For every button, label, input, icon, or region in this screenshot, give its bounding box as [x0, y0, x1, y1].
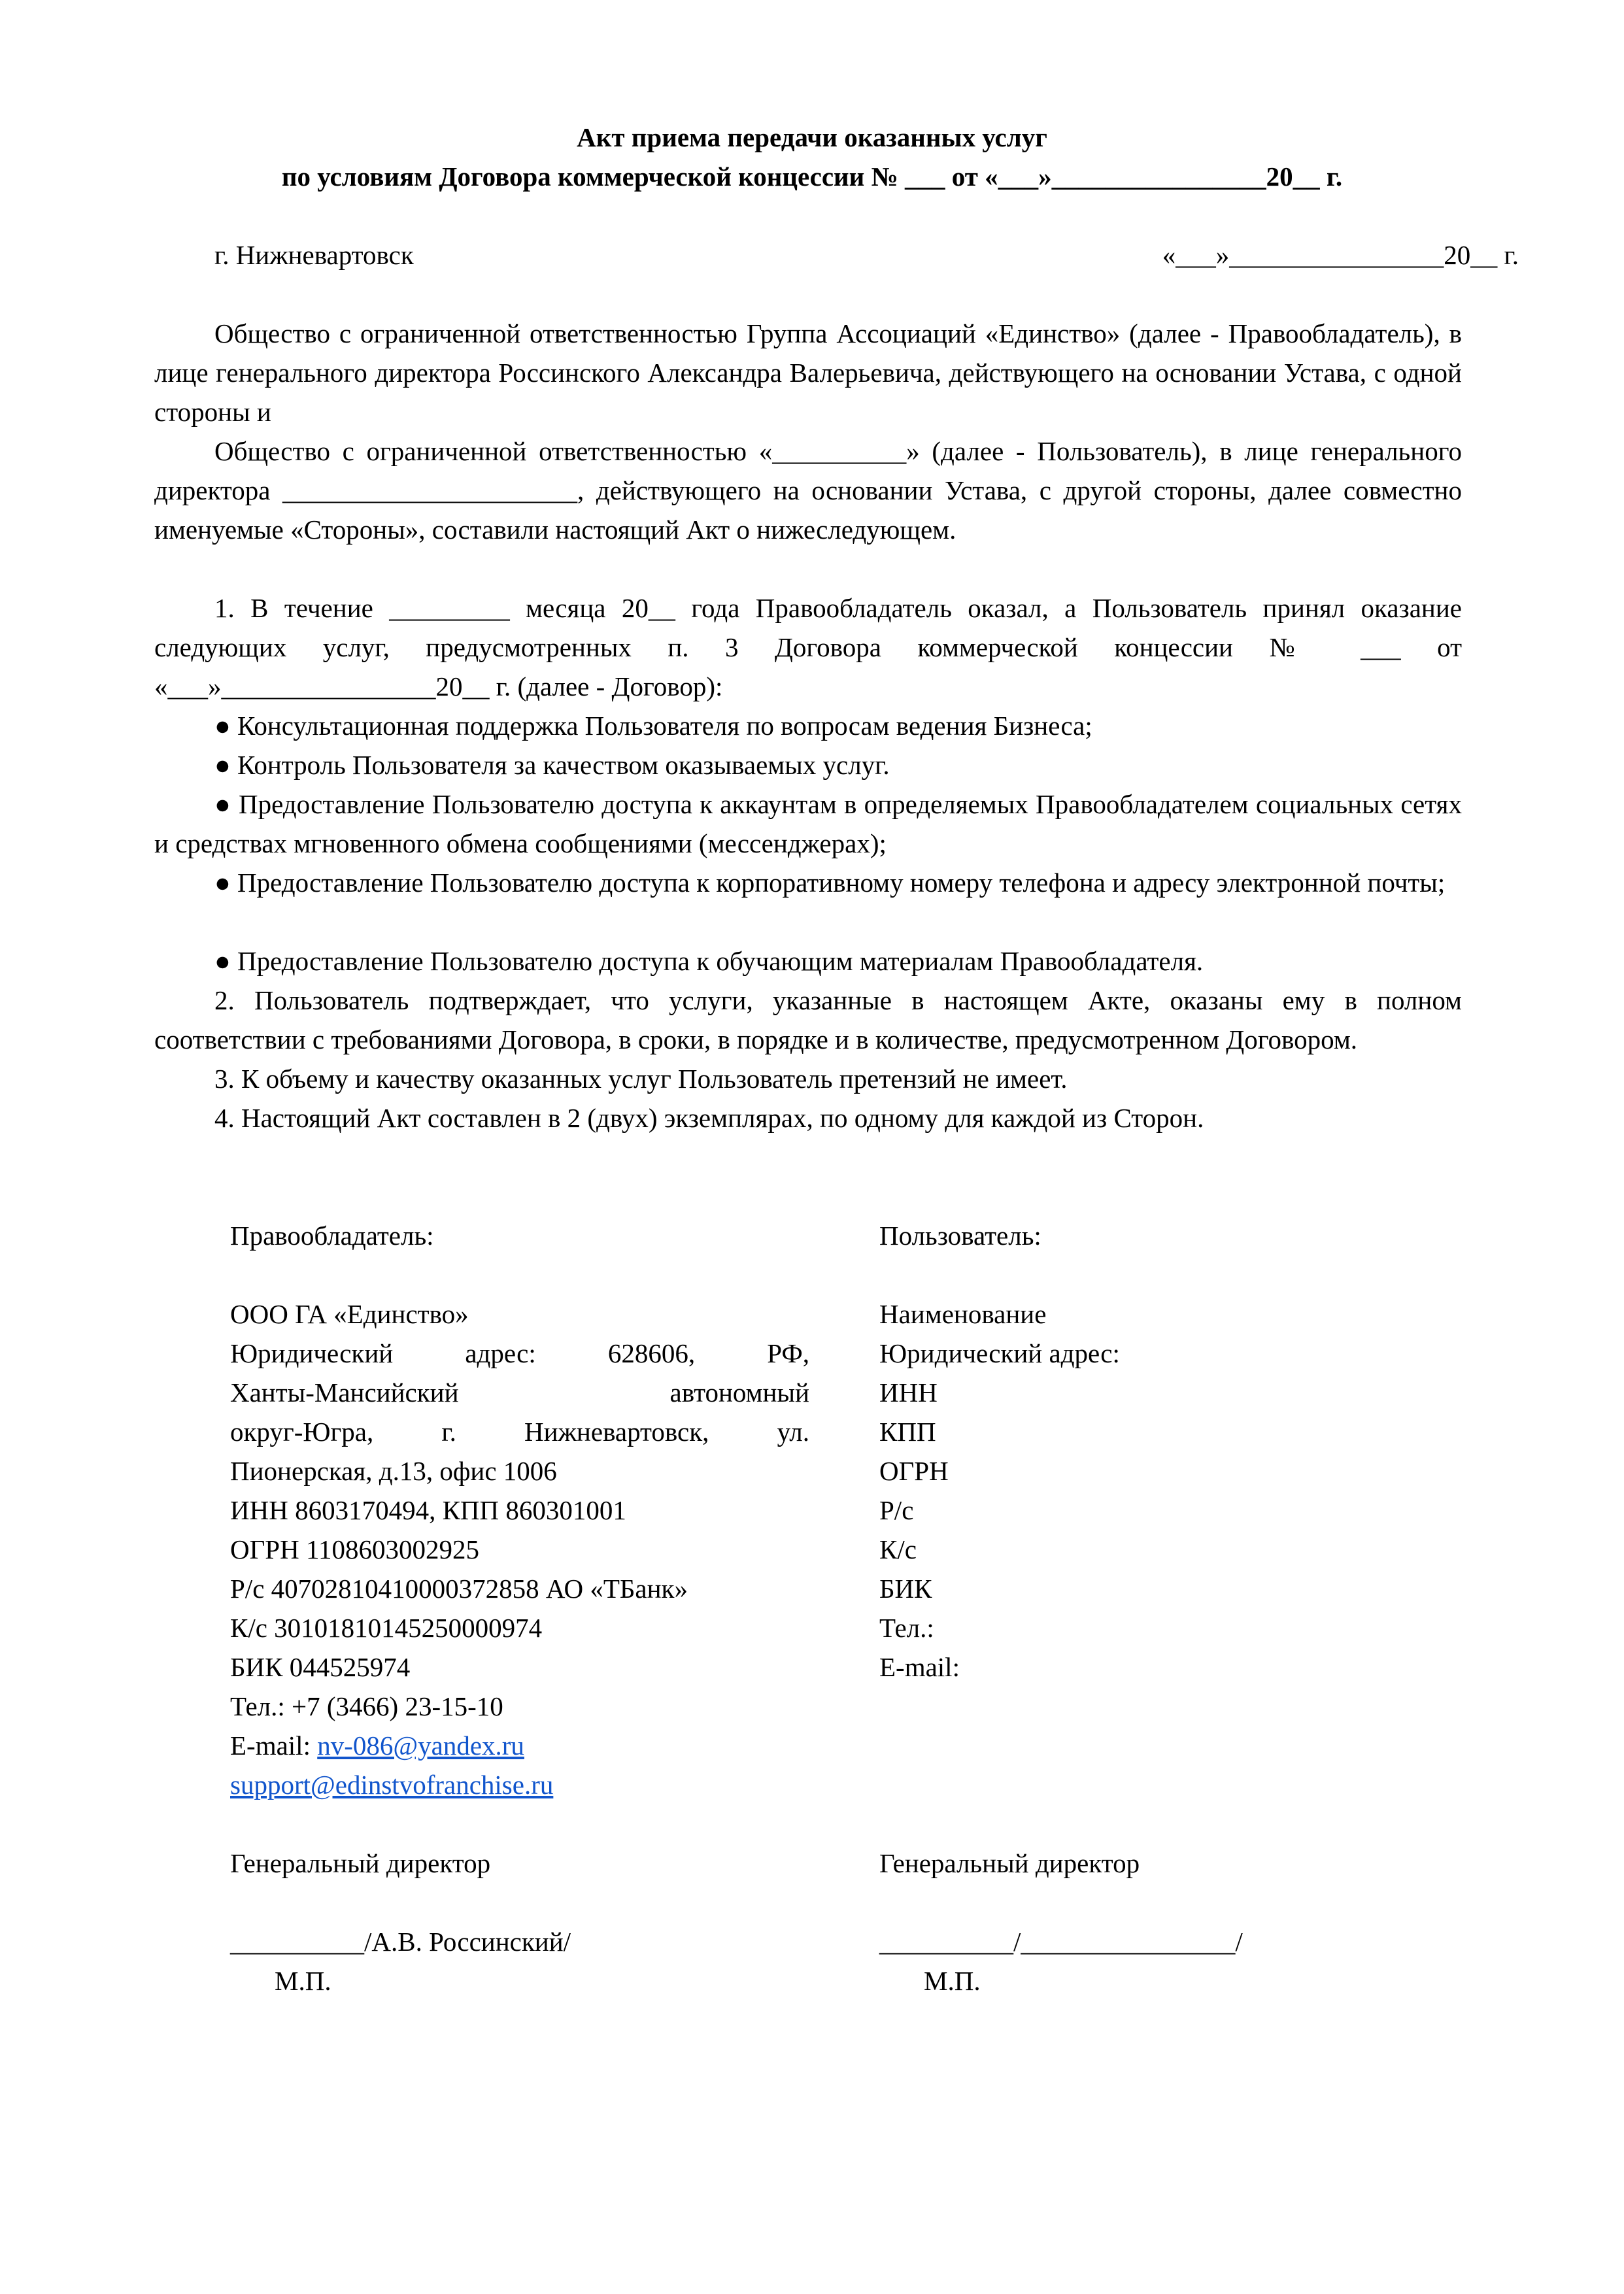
rightholder-ks: К/с 30101810145250000974 [230, 1613, 543, 1643]
bullet-item: ● Предоставление Пользователю доступа к аккаунтам в определяемых Правообладателем социальных сетях и средствах мгновенного обмена сообщениями (мессенджерах); [154, 789, 1462, 858]
user-rs: Р/с [879, 1495, 914, 1525]
clause-1: 1. В течение _________ месяца 20__ года Правообладатель оказал, а Пользователь принял оказание следующих услуг, предусмотренных п. 3 Договора коммерческой концессии № ___ от «___»________________20__ г. (далее - Договор): [154, 593, 1462, 701]
intro-paragraph-1: Общество с ограниченной ответственностью Группа Ассоциаций «Единство» (далее - Правообладатель), в лице генерального директора Россинского Александра Валерьевича, действующего на основании Устава, с одной стороны и [154, 318, 1462, 427]
rightholder-director: Генеральный директор [230, 1848, 491, 1878]
bullet-item: ● Предоставление Пользователю доступа к корпоративному номеру телефона и адресу электронной почты; [214, 868, 1446, 898]
user-phone: Тел.: [879, 1613, 934, 1643]
rightholder-requisites [230, 1216, 809, 2000]
user-kpp: КПП [879, 1417, 936, 1447]
email-link-2[interactable]: support@edinstvofranchise.ru [230, 1770, 554, 1800]
rightholder-email-row-2 [230, 1765, 809, 1804]
email-link-1[interactable]: nv-086@yandex.ru [317, 1730, 524, 1761]
rightholder-signature: __________/А.В. Россинский/ [230, 1927, 571, 1957]
user-role: Пользователь: [879, 1221, 1041, 1251]
rightholder-rs: Р/с 40702810410000372858 АО «ТБанк» [230, 1574, 688, 1604]
rightholder-phone: Тел.: +7 (3466) 23-15-10 [230, 1691, 503, 1721]
user-ogrn: ОГРН [879, 1456, 949, 1486]
rightholder-address-line: Ханты-Мансийский автономный [230, 1377, 809, 1408]
city: г. Нижневартовск [214, 240, 414, 270]
user-email: E-mail: [879, 1652, 960, 1682]
rightholder-org: ООО ГА «Единство» [230, 1299, 469, 1329]
user-inn: ИНН [879, 1377, 938, 1408]
rightholder-ogrn: ОГРН 1108603002925 [230, 1534, 479, 1564]
rightholder-address-line: Пионерская, д.13, офис 1006 [230, 1456, 557, 1486]
document-subtitle: по условиям Договора коммерческой концессии № ___ от «___»________________20__ г. [281, 161, 1343, 192]
rightholder-email-row [230, 1726, 809, 1765]
user-ks: К/с [879, 1534, 917, 1564]
bullet-item: ● Предоставление Пользователю доступа к обучающим материалам Правообладателя. [214, 946, 1204, 976]
email-label: E-mail: [230, 1730, 318, 1761]
clause-2: 2. Пользователь подтверждает, что услуги, указанные в настоящем Акте, оказаны ему в полном соответствии с требованиями Договора, в сроки, в порядке и в количестве, предусмотренном Договором. [154, 985, 1462, 1054]
user-bik: БИК [879, 1574, 932, 1604]
rightholder-bik: БИК 044525974 [230, 1652, 411, 1682]
rightholder-inn-kpp: ИНН 8603170494, КПП 860301001 [230, 1495, 626, 1525]
clause-4: 4. Настоящий Акт составлен в 2 (двух) экземплярах, по одному для каждой из Сторон. [214, 1103, 1204, 1133]
clause-3: 3. К объему и качеству оказанных услуг Пользователь претензий не имеет. [214, 1064, 1068, 1094]
user-stamp: М.П. [924, 1966, 981, 1996]
rightholder-stamp: М.П. [275, 1966, 331, 1996]
user-director: Генеральный директор [879, 1848, 1140, 1878]
rightholder-address-line: округ-Югра, г. Нижневартовск, ул. [230, 1417, 809, 1447]
user-requisites [879, 1216, 1468, 2000]
document-title: Акт приема передачи оказанных услуг [577, 122, 1047, 152]
bullet-item: ● Консультационная поддержка Пользователя по вопросам ведения Бизнеса; [214, 711, 1092, 741]
document-date: «___»________________20__ г. [1162, 240, 1519, 270]
rightholder-address-line: Юридический адрес: 628606, РФ, [230, 1338, 809, 1368]
user-address: Юридический адрес: [879, 1338, 1120, 1368]
bullet-item: ● Контроль Пользователя за качеством оказываемых услуг. [214, 750, 890, 780]
intro-paragraph-2: Общество с ограниченной ответственностью «__________» (далее - Пользователь), в лице генерального директора ______________________, действующего на основании Устава, с другой стороны, далее совместно именуемые «Стороны», составили настоящий Акт о нижеследующем. [154, 436, 1462, 545]
user-signature: __________/________________/ [879, 1927, 1243, 1957]
rightholder-role: Правообладатель: [230, 1221, 434, 1251]
user-name: Наименование [879, 1299, 1047, 1329]
